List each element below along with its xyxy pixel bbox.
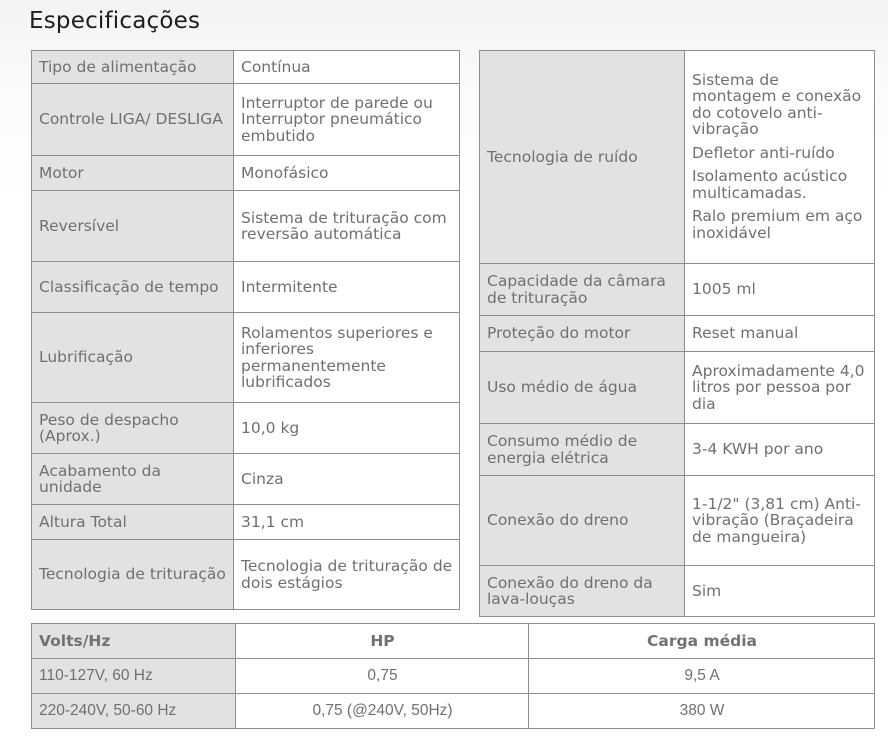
spec-label: Peso de despacho (Aprox.) xyxy=(32,403,234,454)
table-row xyxy=(32,84,460,156)
load-cell: 380 W xyxy=(529,694,875,729)
table-row xyxy=(32,540,460,610)
spec-value: Sim xyxy=(685,566,875,617)
spec-label: Altura Total xyxy=(32,505,234,540)
column-header-hp: HP xyxy=(236,624,529,659)
spec-label: Tecnologia de trituração xyxy=(32,540,234,610)
spec-value: 31,1 cm xyxy=(234,505,460,540)
spec-label: Classificação de tempo xyxy=(32,262,234,313)
spec-table-left xyxy=(31,50,460,610)
table-row xyxy=(32,262,460,313)
spec-label: Tipo de alimentação xyxy=(32,51,234,84)
spec-value: 3-4 KWH por ano xyxy=(685,424,875,476)
spec-label: Lubrificação xyxy=(32,313,234,403)
load-cell: 9,5 A xyxy=(529,659,875,694)
spec-value: 10,0 kg xyxy=(234,403,460,454)
volts-cell: 110-127V, 60 Hz xyxy=(32,659,236,694)
table-row xyxy=(480,566,875,617)
spec-value: Aproximadamente 4,0 litros por pessoa por dia xyxy=(685,352,875,424)
spec-label: Controle LIGA/ DESLIGA xyxy=(32,84,234,156)
spec-table-right xyxy=(479,50,875,617)
spec-value-item: Defletor anti-ruído xyxy=(692,143,835,162)
spec-value: Cinza xyxy=(234,454,460,505)
table-row xyxy=(32,694,875,729)
spec-value-item: Isolamento acústico multicamadas. xyxy=(692,167,848,202)
table-row xyxy=(32,403,460,454)
column-header-volts: Volts/Hz xyxy=(32,624,236,659)
spec-label: Acabamento da unidade xyxy=(32,454,234,505)
table-header-row xyxy=(32,624,875,659)
table-row xyxy=(32,454,460,505)
spec-value-item: Sistema de montagem e conexão do cotovelo anti-vibração xyxy=(692,70,862,139)
column-header-load: Carga média xyxy=(529,624,875,659)
table-row xyxy=(480,264,875,316)
table-row xyxy=(32,313,460,403)
table-row xyxy=(480,316,875,352)
table-row xyxy=(32,505,460,540)
spec-value: Intermitente xyxy=(234,262,460,313)
spec-value-item: Ralo premium em aço inoxidável xyxy=(692,207,863,242)
hp-cell: 0,75 (@240V, 50Hz) xyxy=(236,694,529,729)
spec-value: Reset manual xyxy=(685,316,875,352)
spec-value: 1005 ml xyxy=(685,264,875,316)
table-row xyxy=(32,659,875,694)
spec-value: Rolamentos superiores e inferiores permanentemente lubrificados xyxy=(234,313,460,403)
table-row xyxy=(32,51,460,84)
spec-label: Proteção do motor xyxy=(480,316,685,352)
spec-value: Sistema de trituração com reversão automática xyxy=(234,191,460,262)
spec-label: Reversível xyxy=(32,191,234,262)
table-row xyxy=(32,191,460,262)
table-row xyxy=(480,476,875,566)
electrical-spec-table xyxy=(31,623,875,729)
spec-value: Tecnologia de trituração de dois estágios xyxy=(234,540,460,610)
spec-label: Motor xyxy=(32,156,234,191)
page-title: Especificações xyxy=(29,8,201,34)
spec-value: Contínua xyxy=(234,51,460,84)
spec-label: Uso médio de água xyxy=(480,352,685,424)
table-row xyxy=(480,51,875,264)
volts-cell: 220-240V, 50-60 Hz xyxy=(32,694,236,729)
table-row xyxy=(32,156,460,191)
table-row xyxy=(480,424,875,476)
table-row xyxy=(480,352,875,424)
spec-label: Tecnologia de ruído xyxy=(480,51,685,264)
spec-label: Capacidade da câmara de trituração xyxy=(480,264,685,316)
spec-label: Consumo médio de energia elétrica xyxy=(480,424,685,476)
spec-value: 1-1/2" (3,81 cm) Anti-vibração (Braçadeira de mangueira) xyxy=(685,476,875,566)
hp-cell: 0,75 xyxy=(236,659,529,694)
spec-value-list xyxy=(685,51,875,264)
spec-label: Conexão do dreno xyxy=(480,476,685,566)
spec-value: Monofásico xyxy=(234,156,460,191)
spec-label: Conexão do dreno da lava-louças xyxy=(480,566,685,617)
spec-value: Interruptor de parede ou Interruptor pneumático embutido xyxy=(234,84,460,156)
